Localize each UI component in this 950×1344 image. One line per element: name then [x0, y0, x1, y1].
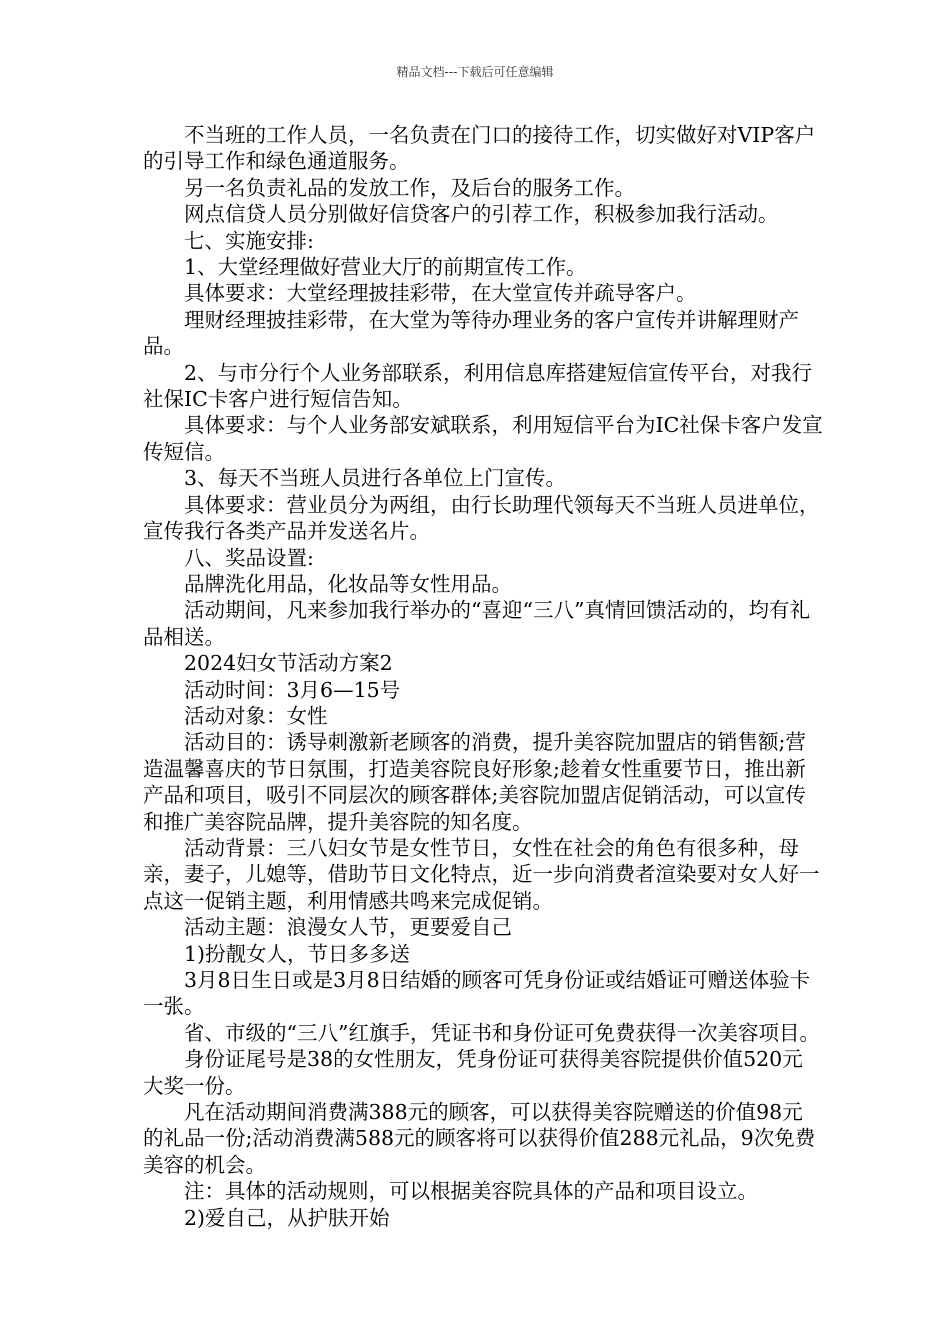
paragraph: 凡在活动期间消费满388元的顾客，可以获得美容院赠送的价值98元的礼品一份;活动消费满588元的顾客将可以获得价值288元礼品，9次免费美容的机会。 — [143, 1100, 816, 1177]
paragraph: 2)爱自己，从护肤开始 — [184, 1205, 390, 1230]
paragraph: 理财经理披挂彩带，在大堂为等待办理业务的客户宣传并讲解理财产品。 — [143, 307, 799, 359]
paragraph: 注：具体的活动规则，可以根据美容院具体的产品和项目设立。 — [184, 1179, 758, 1204]
paragraph: 3月8日生日或是3月8日结婚的顾客可凭身份证或结婚证可赠送体验卡一张。 — [143, 968, 811, 1019]
paragraph: 活动时间：3月6—15号 — [184, 677, 401, 702]
paragraph: 另一名负责礼品的发放工作，及后台的服务工作。 — [184, 175, 635, 200]
paragraph: 不当班的工作人员，一名负责在门口的接待工作，切实做好对VIP客户的引导工作和绿色通道服务。 — [143, 123, 816, 174]
paragraph: 网点信贷人员分别做好信贷客户的引荐工作，积极参加我行活动。 — [184, 202, 779, 227]
paragraph: 品牌洗化用品，化妆品等女性用品。 — [184, 571, 512, 596]
page-header: 精品文档---下载后可任意编辑 — [396, 65, 554, 79]
section-heading: 八、奖品设置: — [184, 545, 314, 570]
paragraph: 活动背景：三八妇女节是女性节日，女性在社会的角色有很多种，母亲，妻子，儿媳等，借助节日文化特点，近一步向消费者渲染要对女人好一点这一促销主题，利用情感共鸣来完成促销。 — [143, 835, 820, 913]
paragraph: 活动期间，凡来参加我行举办的“喜迎“三八”真情回馈活动的，均有礼品相送。 — [143, 598, 810, 649]
paragraph: 省、市级的“三八”红旗手，凭证书和身份证可免费获得一次美容项目。 — [184, 1020, 820, 1045]
paragraph: 1)扮靓女人，节日多多送 — [184, 941, 411, 966]
paragraph: 具体要求：与个人业务部安斌联系，利用短信平台为IC社保卡客户发宣传短信。 — [143, 413, 823, 464]
paragraph: 活动对象：女性 — [184, 703, 328, 728]
section-heading: 七、实施安排: — [184, 228, 314, 253]
paragraph: 活动主题：浪漫女人节，更要爱自己 — [184, 915, 512, 940]
paragraph: 3、每天不当班人员进行各单位上门宣传。 — [184, 466, 567, 491]
document-body — [143, 122, 823, 1231]
paragraph: 活动目的：诱导刺激新老顾客的消费，提升美容院加盟店的销售额;营造温馨喜庆的节日氛围，打造美容院良好形象;趁着女性重要节日，推出新产品和项目，吸引不同层次的顾客群体;美容院加盟店促销活动，可以宣传和推广美容院品牌，提升美容院的知名度。 — [143, 730, 806, 834]
paragraph: 1、大堂经理做好营业大厅的前期宣传工作。 — [184, 255, 587, 280]
paragraph: 具体要求：营业员分为两组，由行长助理代领每天不当班人员进单位，宣传我行各类产品并发送名片。 — [143, 492, 820, 544]
section-heading: 2024妇女节活动方案2 — [184, 651, 393, 676]
paragraph: 具体要求：大堂经理披挂彩带，在大堂宣传并疏导客户。 — [184, 281, 697, 306]
paragraph: 2、与市分行个人业务部联系，利用信息库搭建短信宣传平台，对我行社保IC卡客户进行短信告知。 — [143, 360, 813, 412]
paragraph: 身份证尾号是38的女性朋友，凭身份证可获得美容院提供价值520元大奖一份。 — [143, 1047, 803, 1098]
